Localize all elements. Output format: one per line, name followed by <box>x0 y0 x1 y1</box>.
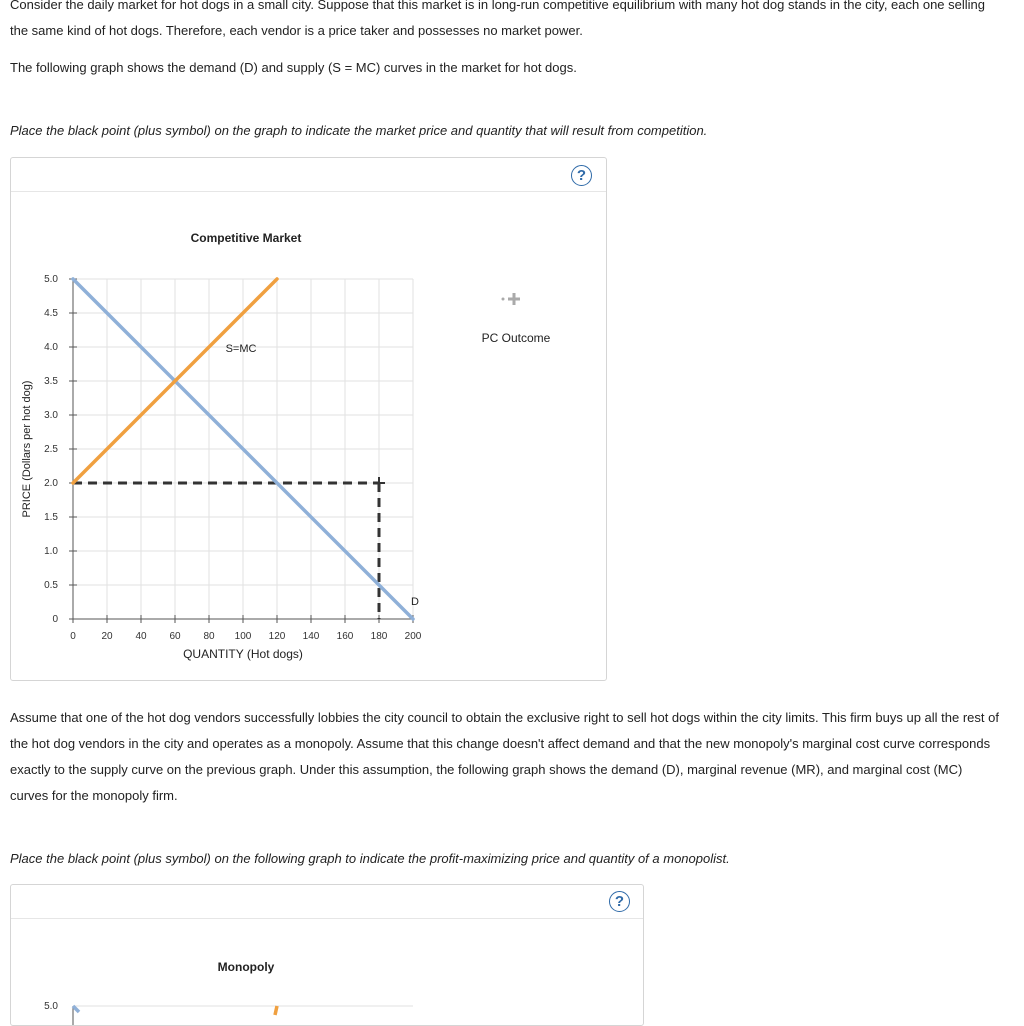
supply-label: S=MC <box>225 343 257 355</box>
x-tick-label: 200 <box>404 631 422 642</box>
help-icon[interactable]: ? <box>609 891 630 912</box>
y-tick-label: 0 <box>52 614 58 625</box>
y-tick-label: 2.0 <box>44 478 58 489</box>
x-tick-label: 160 <box>336 631 354 642</box>
y-tick-label: 3.5 <box>44 376 58 387</box>
pc-outcome-label: PC Outcome <box>481 331 551 345</box>
x-tick-label: 140 <box>302 631 320 642</box>
pc-outcome-tool-dot <box>502 298 505 301</box>
y-tick-label: 4.0 <box>44 342 58 353</box>
x-tick-label: 40 <box>135 631 147 642</box>
pc-outcome-point <box>373 477 385 489</box>
x-tick-label: 60 <box>169 631 181 642</box>
x-tick-label: 80 <box>203 631 215 642</box>
y-tick-label: 1.0 <box>44 546 58 557</box>
y-tick-label: 5.0 <box>44 274 58 285</box>
mc-curve-top <box>275 1006 277 1015</box>
monopoly-chart[interactable] <box>11 885 643 1025</box>
pc-outcome-tool-icon <box>508 293 520 305</box>
x-axis-label: QUANTITY (Hot dogs) <box>183 647 303 661</box>
y-tick-label: 2.5 <box>44 444 58 455</box>
help-icon[interactable]: ? <box>571 165 592 186</box>
x-tick-label: 0 <box>70 631 76 642</box>
competitive-market-chart[interactable] <box>11 158 606 680</box>
y-tick-label: 1.5 <box>44 512 58 523</box>
competitive-graph-panel <box>10 157 607 681</box>
graph-intro-text: The following graph shows the demand (D) and supply (S = MC) curves in the market for hot dogs. <box>10 60 577 75</box>
y-tick-label: 5.0 <box>44 1001 58 1012</box>
chart-title: Monopoly <box>217 960 275 974</box>
demand-label: D <box>411 596 419 608</box>
demand-curve-top <box>73 1006 79 1012</box>
intro-text: Consider the daily market for hot dogs in a small city. Suppose that this market is in long-run competitive equilibrium with many hot dog stands in the city, each one selling the same kind of hot dogs. Therefore, each vendor is a price taker and possesses no market power. <box>10 0 985 38</box>
x-tick-label: 180 <box>370 631 388 642</box>
x-tick-label: 20 <box>101 631 113 642</box>
y-tick-label: 3.0 <box>44 410 58 421</box>
monopoly-intro-text: Assume that one of the hot dog vendors successfully lobbies the city council to obtain the exclusive right to sell hot dogs within the city limits. This firm buys up all the rest of the hot dog vendors in the city and operates as a monopoly. Assume that this change doesn't affect demand and that the new monopoly's marginal cost curve corresponds exactly to the supply curve on the previous graph. Under this assumption, the following graph shows the demand (D), marginal revenue (MR), and marginal cost (MC) curves for the monopoly firm. <box>10 710 999 803</box>
x-tick-label: 120 <box>268 631 286 642</box>
y-axis-label: PRICE (Dollars per hot dog) <box>21 380 33 518</box>
y-tick-label: 0.5 <box>44 580 58 591</box>
chart-title: Competitive Market <box>190 231 302 245</box>
instruction-text: Place the black point (plus symbol) on the graph to indicate the market price and quantity that will result from competition. <box>10 123 708 138</box>
monopoly-graph-panel <box>10 884 644 1026</box>
instruction-text-2: Place the black point (plus symbol) on the following graph to indicate the profit-maximizing price and quantity of a monopolist. <box>10 851 730 866</box>
x-tick-label: 100 <box>234 631 252 642</box>
y-tick-label: 4.5 <box>44 308 58 319</box>
